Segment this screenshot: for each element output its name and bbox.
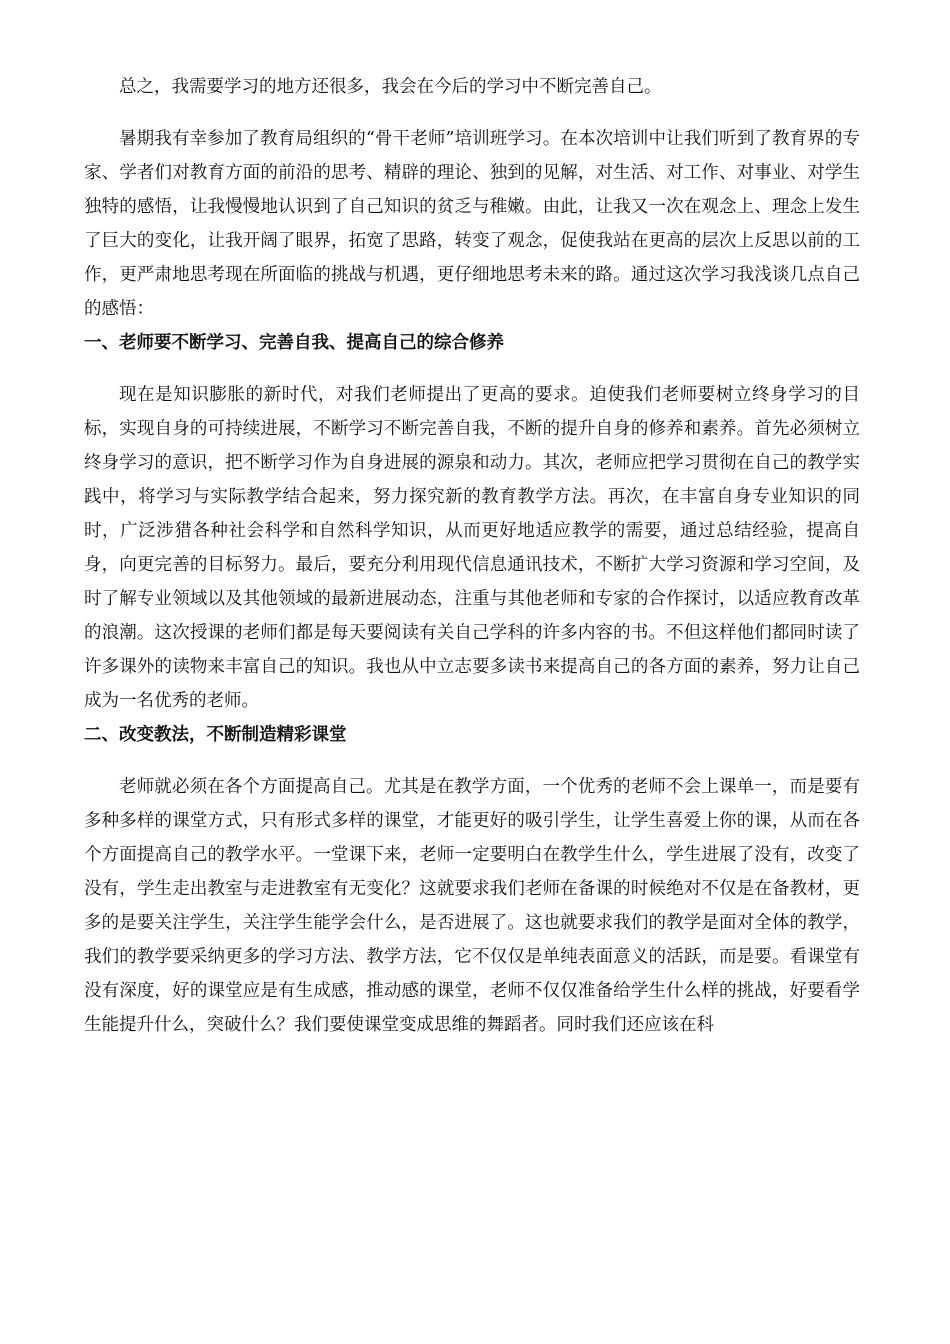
section-heading-2: 二、改变教法，不断制造精彩课堂 (84, 725, 347, 745)
section-heading-1: 一、老师要不断学习、完善自我、提高自己的综合修养 (84, 333, 504, 353)
document-page (84, 70, 860, 1042)
paragraph-section-1: 现在是知识膨胀的新时代，对我们老师提出了更高的要求。迫使我们老师要树立终身学习的目标，实现自身的可持续进展，不断学习不断完善自我，不断的提升自身的修养和素养。首先必须树立终身学习的意识，把不断学习作为自身进展的源泉和动力。其次，老师应把学习贯彻在自己的教学实践中，将学习与实际教学结合起来，努力探究新的教育教学方法。再次，在丰富自身专业知识的同时，广泛涉猎各种社会科学和自然科学知识，从而更好地适应教学的需要，通过总结经验，提高自身，向更完善的目标努力。最后，要充分利用现代信息通讯技术，不断扩大学习资源和学习空间，及时了解专业领域以及其他领域的最新进展动态，注重与其他老师和专家的合作探讨，以适应教育改革的浪潮。这次授课的老师们都是每天要阅读有关自己学科的许多内容的书。不但这样他们都同时读了许多课外的读物来丰富自己的知识。我也从中立志要多读书来提高自己的各方面的素养，努力让自己成为一名优秀的老师。 (84, 385, 860, 711)
paragraph-conclusion: 总之，我需要学习的地方还很多，我会在今后的学习中不断完善自己。 (119, 77, 662, 97)
paragraph-section-2: 老师就必须在各个方面提高自己。尤其是在教学方面，一个优秀的老师不会上课单一，而是要有多种多样的课堂方式，只有形式多样的课堂，才能更好的吸引学生，让学生喜爱上你的课，从而在各个方面提高自己的教学水平。一堂课下来，老师一定要明白在教学生什么，学生进展了没有，改变了没有，学生走出教室与走进教室有无变化？这就要求我们老师在备课的时候绝对不仅是在备教材，更多的是要关注学生，关注学生能学会什么，是否进展了。这也就要求我们的教学是面对全体的教学，我们的教学要采纳更多的学习方法、教学方法，它不仅仅是单纯表面意义的活跃，而是要。看课堂有没有深度，好的课堂应是有生成感，推动感的课堂，老师不仅仅准备给学生什么样的挑战，好要看学生能提升什么，突破什么？我们要使课堂变成思维的舞蹈者。同时我们还应该在科 (84, 777, 860, 1035)
paragraph-intro: 暑期我有幸参加了教育局组织的“骨干老师”培训班学习。在本次培训中让我们听到了教育界的专家、学者们对教育方面的前沿的思考、精辟的理论、独到的见解，对生活、对工作、对事业、对学生独特的感悟，让我慢慢地认识到了自己知识的贫乏与稚嫩。由此，让我又一次在观念上、理念上发生了巨大的变化，让我开阔了眼界，拓宽了思路，转变了观念，促使我站在更高的层次上反思以前的工作，更严肃地思考现在所面临的挑战与机遇，更仔细地思考未来的路。通过这次学习我浅谈几点自己的感悟： (84, 129, 860, 319)
